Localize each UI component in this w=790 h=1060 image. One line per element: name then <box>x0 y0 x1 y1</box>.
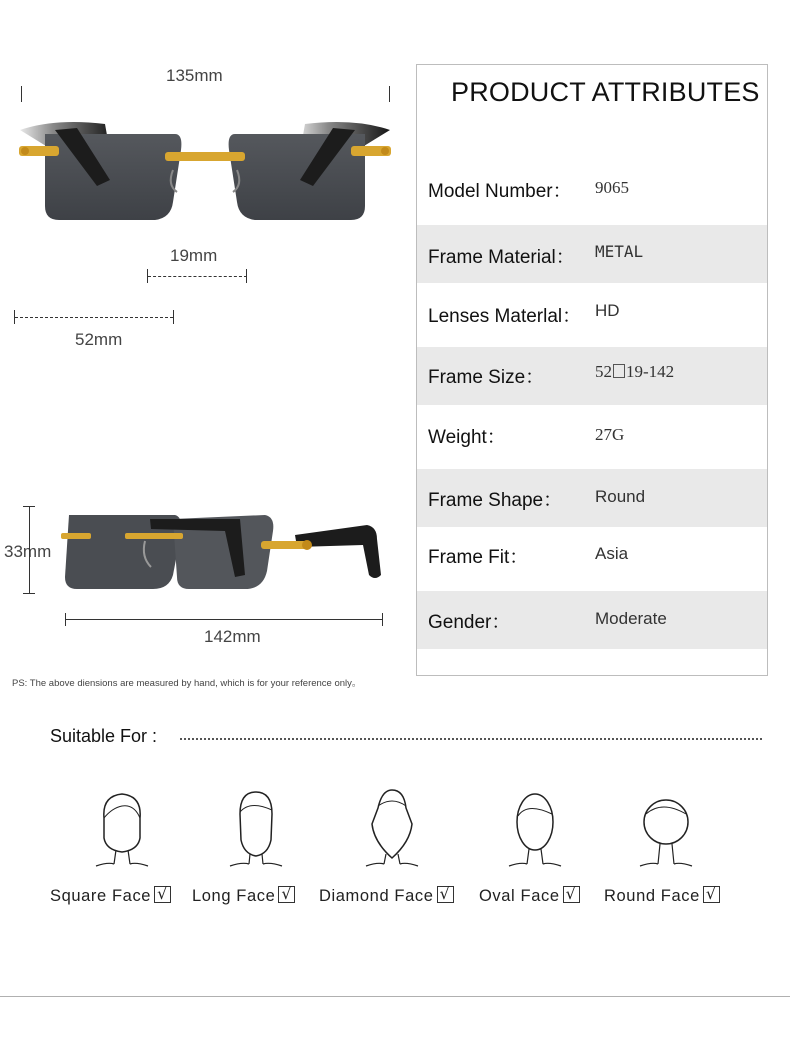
face-option-long <box>192 886 295 906</box>
face-option-diamond <box>319 886 454 906</box>
lens-width-tick-right <box>173 310 174 324</box>
square-face-icon <box>92 788 152 868</box>
measurement-note: PS: The above diensions are measured by hand, which is for your reference only。 <box>12 678 362 689</box>
attr-row-model-number <box>417 165 767 223</box>
face-label: Oval Face <box>479 887 560 905</box>
check-box-icon <box>437 886 454 903</box>
bridge-tick-left <box>147 269 148 283</box>
check-box-icon <box>563 886 580 903</box>
bridge-tick-right <box>246 269 247 283</box>
attr-value: METAL <box>595 242 644 261</box>
total-width-tick-left <box>21 86 22 102</box>
lens-height-label: 33mm <box>4 542 52 561</box>
attr-key: Lenses Materlal： <box>428 306 582 327</box>
total-width-tick-right <box>389 86 390 102</box>
temple-tick-right <box>382 613 383 626</box>
glasses-side-image <box>55 505 385 595</box>
lens-width-dim-line <box>15 317 173 318</box>
round-face-icon <box>636 788 696 868</box>
oval-face-icon <box>505 788 565 868</box>
attr-key: Frame Size： <box>428 367 545 388</box>
attr-value <box>595 362 674 382</box>
attr-key: Weight： <box>428 427 506 448</box>
product-attributes-panel <box>416 64 768 676</box>
temple-length-dim-line <box>65 619 383 620</box>
glasses-front-image <box>15 110 395 230</box>
attr-row-frame-size <box>417 347 767 405</box>
lens-width-tick-left <box>14 310 15 324</box>
lens-height-tick-bottom <box>23 593 35 594</box>
check-box-icon <box>278 886 295 903</box>
attr-row-frame-shape <box>417 469 767 527</box>
face-label: Diamond Face <box>319 887 434 905</box>
attr-key: Frame Shape： <box>428 490 563 511</box>
attr-value: 9065 <box>595 178 629 197</box>
attr-key: Frame Material： <box>428 247 575 268</box>
temple-tick-left <box>65 613 66 626</box>
frame-size-rest: 19-142 <box>626 362 675 381</box>
check-box-icon <box>703 886 720 903</box>
attr-row-weight <box>417 405 767 469</box>
attr-value: Round <box>595 487 646 506</box>
long-face-icon <box>226 788 286 868</box>
attr-row-frame-material <box>417 225 767 283</box>
attr-key: Frame Fit： <box>428 547 529 568</box>
suitable-for-label: Suitable For : <box>50 726 158 746</box>
attr-row-lenses-material <box>417 283 767 347</box>
attr-value: HD <box>595 301 620 320</box>
box-glyph-icon <box>613 364 625 378</box>
attr-value: 27G <box>595 425 625 444</box>
lens-width-label: 52mm <box>75 330 123 349</box>
attr-row-frame-fit <box>417 527 767 591</box>
check-box-icon <box>154 886 171 903</box>
face-option-round <box>604 886 720 906</box>
face-label: Long Face <box>192 887 276 905</box>
attr-value: Moderate <box>595 609 667 628</box>
bridge-width-label: 19mm <box>170 246 218 265</box>
lens-height-tick-top <box>23 506 35 507</box>
face-label: Square Face <box>50 887 152 905</box>
attr-key: Gender： <box>428 612 511 633</box>
lens-height-dim-line <box>29 506 30 594</box>
total-width-label: 135mm <box>166 66 223 85</box>
dotted-divider <box>180 738 762 740</box>
temple-length-label: 142mm <box>204 627 261 646</box>
attr-value: Asia <box>595 544 629 563</box>
face-option-square <box>50 886 171 906</box>
attributes-title: PRODUCT ATTRIBUTES <box>451 77 760 107</box>
bottom-divider <box>0 996 790 997</box>
attr-key: Model Number： <box>428 181 572 202</box>
bridge-dim-line <box>148 276 247 277</box>
diamond-face-icon <box>362 788 422 868</box>
face-label: Round Face <box>604 887 700 905</box>
frame-size-lens: 52 <box>595 362 612 381</box>
face-option-oval <box>479 886 580 906</box>
attr-row-gender <box>417 591 767 649</box>
